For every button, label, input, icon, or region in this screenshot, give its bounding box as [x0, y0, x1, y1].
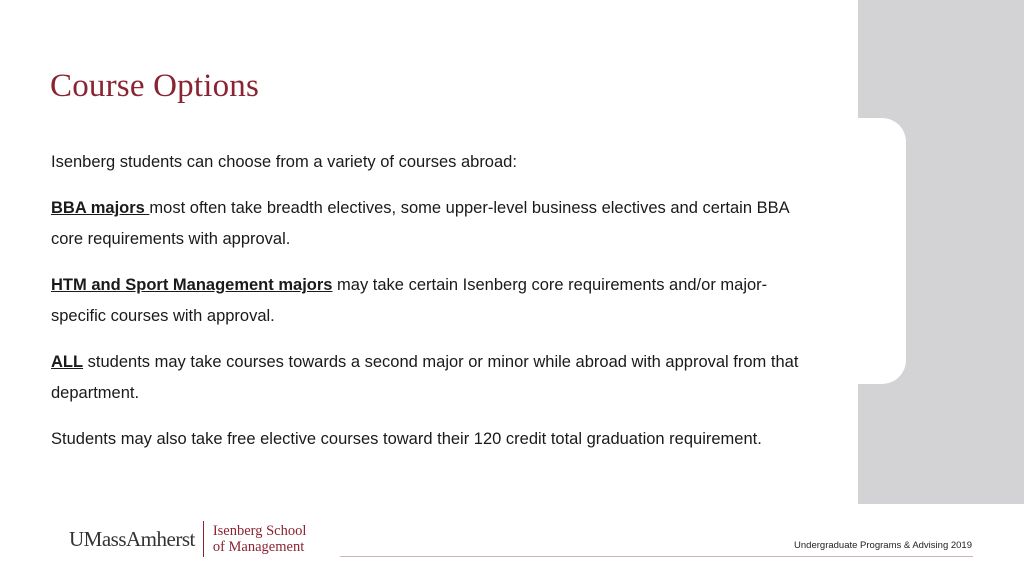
side-tab-decoration [858, 118, 906, 384]
footer-caption: Undergraduate Programs & Advising 2019 [794, 540, 972, 551]
isenberg-wordmark-line1: Isenberg School [212, 523, 307, 539]
footer-divider [340, 556, 973, 557]
bba-paragraph [51, 193, 811, 255]
isenberg-wordmark [213, 523, 307, 555]
isenberg-wordmark-line2: of Management [212, 539, 305, 555]
htm-sport-majors-label: HTM and Sport Management majors [51, 276, 333, 294]
isenberg-logo [69, 520, 306, 558]
slide-title: Course Options [50, 68, 260, 104]
all-students-label: ALL [51, 353, 84, 371]
all-paragraph [51, 347, 811, 409]
umass-amherst-wordmark: UMassAmherst [69, 526, 195, 551]
logo-divider [203, 521, 204, 557]
bba-majors-label: BBA majors [51, 199, 150, 217]
htm-paragraph-text: may take certain Isenberg core requirements and/or major-specific courses with approval. [51, 276, 768, 325]
all-paragraph-text: students may take courses towards a second major or minor while abroad with approval from that department. [51, 353, 799, 402]
intro-paragraph: Isenberg students can choose from a variety of courses abroad: [51, 153, 517, 171]
bba-paragraph-text: most often take breadth electives, some upper-level business electives and certain BBA core requirements with approval. [51, 199, 789, 248]
slide-body [51, 147, 811, 470]
htm-paragraph [51, 270, 811, 332]
closing-paragraph: Students may also take free elective courses toward their 120 credit total graduation requirement. [51, 430, 762, 448]
